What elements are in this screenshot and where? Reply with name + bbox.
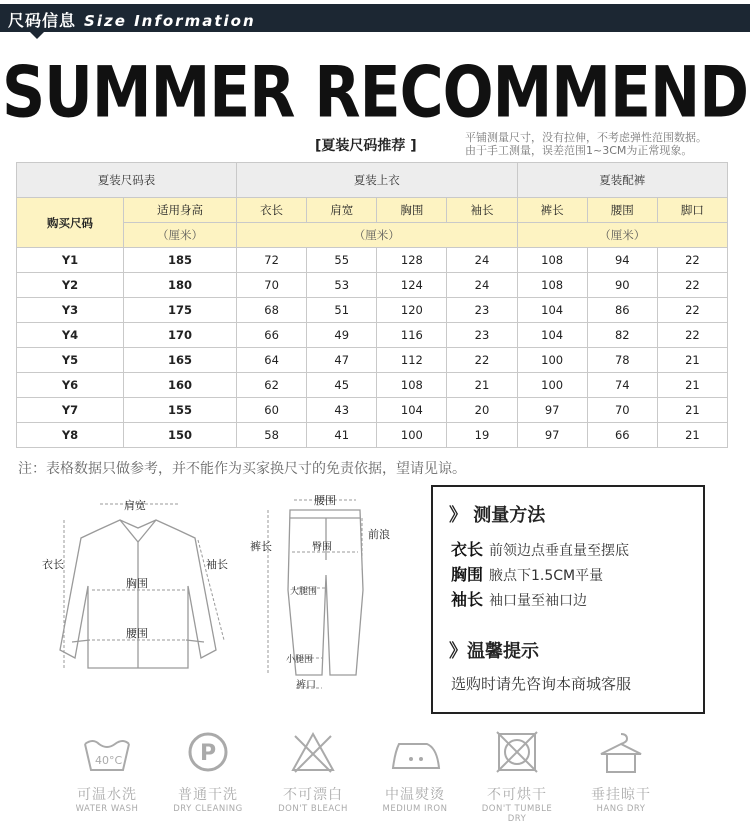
table-cell: 112: [377, 348, 447, 373]
table-cell: 64: [237, 348, 307, 373]
table-cell: 70: [237, 273, 307, 298]
measure-item-name: 衣长: [451, 540, 484, 559]
table-cell: 124: [377, 273, 447, 298]
table-row: [17, 248, 728, 273]
table-cell: 155: [124, 398, 237, 423]
table-cell: 160: [124, 373, 237, 398]
table-cell: 43: [307, 398, 377, 423]
table-cell: Y1: [17, 248, 124, 273]
table-cell: 21: [447, 373, 517, 398]
table-cell: 150: [124, 423, 237, 448]
section-title-cn: 尺码信息: [8, 11, 77, 30]
table-cell: 21: [657, 373, 727, 398]
table-cell: 116: [377, 323, 447, 348]
table-row: [17, 373, 728, 398]
banner-subtitle: [夏装尺码推荐 ]: [315, 138, 417, 154]
measure-item-desc: 前领边点垂直量至摆底: [489, 543, 630, 559]
hang-dry-icon: [591, 728, 651, 776]
care-en: DON'T BLEACH: [278, 804, 348, 814]
table-cell: 82: [587, 323, 657, 348]
table-cell: 66: [587, 423, 657, 448]
table-cell: 94: [587, 248, 657, 273]
col-header: 袖长: [447, 198, 517, 223]
table-cell: 22: [447, 348, 517, 373]
table-cell: 185: [124, 248, 237, 273]
care-cn: 垂挂晾干: [591, 787, 651, 803]
care-cn: 不可漂白: [283, 787, 343, 803]
unit-label: （厘米）: [124, 223, 237, 248]
table-cell: 47: [307, 348, 377, 373]
group-top: 夏装上衣: [237, 163, 518, 198]
label-length: 衣长: [42, 558, 64, 571]
table-cell: 45: [307, 373, 377, 398]
table-cell: 100: [377, 423, 447, 448]
col-header: 脚口: [657, 198, 727, 223]
table-row: [17, 348, 728, 373]
tip-text: 选购时请先咨询本商城客服: [451, 675, 632, 693]
no-bleach-icon: [283, 728, 343, 776]
col-header: 裤长: [517, 198, 587, 223]
dry-clean-p-icon: [178, 728, 238, 776]
table-cell: 55: [307, 248, 377, 273]
table-cell: 58: [237, 423, 307, 448]
table-cell: 74: [587, 373, 657, 398]
label-calf: 小腿围: [286, 655, 314, 665]
fit-height-header: 适用身高: [124, 198, 237, 223]
buy-size-header: 购买尺码: [17, 198, 124, 248]
col-header: 肩宽: [307, 198, 377, 223]
label-hem: 裤口: [296, 680, 316, 691]
table-cell: 19: [447, 423, 517, 448]
table-cell: 22: [657, 248, 727, 273]
table-cell: 90: [587, 273, 657, 298]
section-title-en: Size Information: [84, 12, 256, 30]
care-item: [163, 728, 253, 814]
table-cell: 24: [447, 248, 517, 273]
care-item: [268, 728, 358, 814]
table-cell: 41: [307, 423, 377, 448]
table-cell: 20: [447, 398, 517, 423]
label-hip: 臀围: [312, 542, 332, 553]
care-cn: 普通干洗: [178, 787, 238, 803]
table-cell: 62: [237, 373, 307, 398]
table-cell: 78: [587, 348, 657, 373]
table-cell: 49: [307, 323, 377, 348]
tip-title: 》温馨提示: [449, 641, 539, 662]
table-cell: Y4: [17, 323, 124, 348]
table-cell: 180: [124, 273, 237, 298]
table-cell: Y7: [17, 398, 124, 423]
table-cell: 23: [447, 298, 517, 323]
table-cell: Y3: [17, 298, 124, 323]
col-header: 衣长: [237, 198, 307, 223]
table-cell: 175: [124, 298, 237, 323]
label-waist: 腰围: [126, 627, 148, 640]
table-cell: 104: [517, 323, 587, 348]
unit-label: （厘米）: [517, 223, 727, 248]
care-item: [370, 728, 460, 814]
table-cell: 97: [517, 398, 587, 423]
table-cell: 21: [657, 423, 727, 448]
shirt-diagram: [20, 490, 250, 700]
banner-note: [465, 131, 707, 157]
label-chest: 胸围: [126, 577, 148, 590]
header-notch: [28, 30, 46, 39]
table-cell: 72: [237, 248, 307, 273]
table-cell: 68: [237, 298, 307, 323]
table-row: [17, 323, 728, 348]
measure-item: [451, 587, 587, 610]
table-cell: 104: [517, 298, 587, 323]
care-en: DRY CLEANING: [173, 804, 243, 814]
table-cell: 53: [307, 273, 377, 298]
table-cell: 21: [657, 348, 727, 373]
table-cell: Y8: [17, 423, 124, 448]
table-cell: 104: [377, 398, 447, 423]
banner-title: SUMMER RECOMMEND: [1, 51, 749, 135]
col-header: 胸围: [377, 198, 447, 223]
table-cell: 120: [377, 298, 447, 323]
dry-clean-letter: P: [200, 741, 217, 766]
care-item: [472, 728, 562, 824]
table-row: [17, 273, 728, 298]
table-cell: 21: [657, 398, 727, 423]
table-cell: 128: [377, 248, 447, 273]
measure-item-name: 胸围: [451, 565, 484, 584]
table-cell: 100: [517, 348, 587, 373]
size-table: [16, 162, 728, 448]
measure-item: [451, 537, 629, 560]
pants-diagram: [250, 490, 410, 705]
measure-item-desc: 袖口量至袖口边: [489, 593, 588, 609]
table-cell: 108: [517, 248, 587, 273]
table-cell: 170: [124, 323, 237, 348]
no-tumble-dry-icon: [487, 728, 547, 776]
group-size-chart: 夏装尺码表: [17, 163, 237, 198]
care-cn: 中温熨烫: [385, 787, 445, 803]
label-sleeve: 袖长: [206, 558, 228, 571]
group-pants: 夏装配裤: [517, 163, 727, 198]
section-title: [8, 8, 256, 31]
table-cell: Y2: [17, 273, 124, 298]
table-cell: 22: [657, 273, 727, 298]
table-row: [17, 423, 728, 448]
table-cell: 22: [657, 323, 727, 348]
table-cell: 100: [517, 373, 587, 398]
care-cn: 不可烘干: [487, 787, 547, 803]
label-shoulder: 肩宽: [124, 499, 146, 512]
care-en: WATER WASH: [75, 804, 139, 814]
table-cell: 70: [587, 398, 657, 423]
label-thigh: 大腿围: [290, 587, 318, 597]
table-cell: 108: [377, 373, 447, 398]
col-header: 腰围: [587, 198, 657, 223]
label-pants-waist: 腰围: [314, 494, 336, 507]
table-cell: 108: [517, 273, 587, 298]
table-cell: 66: [237, 323, 307, 348]
wash-40-icon: [77, 728, 137, 776]
label-pants-length: 裤长: [250, 540, 272, 553]
table-cell: 165: [124, 348, 237, 373]
banner-note-line2: 由于手工测量，误差范围1~3CM为正常现象。: [465, 144, 693, 157]
care-en: DON'T TUMBLE DRY: [481, 804, 553, 824]
measure-info-box: [431, 485, 705, 714]
table-cell: 97: [517, 423, 587, 448]
table-cell: Y6: [17, 373, 124, 398]
measure-title: 》 测量方法: [449, 505, 546, 526]
care-cn: 可温水洗: [77, 787, 137, 803]
table-cell: 22: [657, 298, 727, 323]
iron-medium-icon: [385, 728, 445, 776]
table-cell: 24: [447, 273, 517, 298]
table-cell: 86: [587, 298, 657, 323]
care-en: MEDIUM IRON: [382, 804, 448, 814]
disclaimer: 注：表格数据只做参考，并不能作为买家换尺寸的免责依据，望请见谅。: [18, 461, 466, 477]
measure-item: [451, 562, 603, 585]
unit-label: （厘米）: [237, 223, 518, 248]
wash-temp: 40°C: [95, 754, 123, 767]
table-cell: 60: [237, 398, 307, 423]
measure-item-desc: 腋点下1.5CM平量: [489, 568, 604, 584]
table-cell: 51: [307, 298, 377, 323]
measure-item-name: 袖长: [451, 590, 484, 609]
care-item: [576, 728, 666, 814]
table-cell: 23: [447, 323, 517, 348]
table-row: [17, 398, 728, 423]
table-cell: Y5: [17, 348, 124, 373]
table-row: [17, 298, 728, 323]
care-en: HANG DRY: [596, 804, 646, 814]
banner-note-line1: 平铺测量尺寸，没有拉伸，不考虑弹性范围数据。: [465, 131, 707, 144]
label-rise: 前浪: [368, 528, 390, 541]
care-item: [62, 728, 152, 814]
